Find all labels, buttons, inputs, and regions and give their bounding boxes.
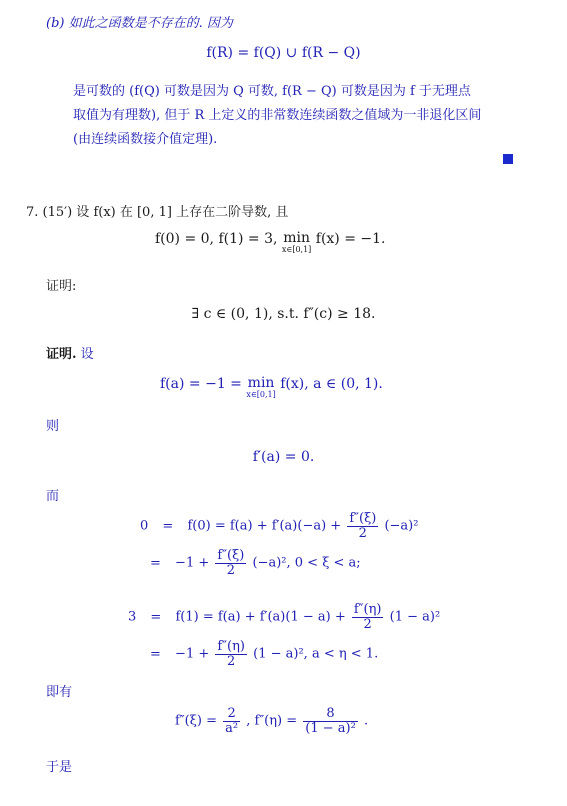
so-word: 于是 <box>46 760 73 775</box>
proof-label: 证明. <box>46 347 77 362</box>
eq3-a-fraction <box>223 707 240 735</box>
cond-left: f(0) = 0, f(1) = 3, <box>155 231 278 247</box>
cond-min <box>282 231 311 254</box>
proof-start <box>46 343 94 362</box>
t1-r1-tail: (−a)² <box>384 518 419 534</box>
t1-r1-text: f(0) = f(a) + f′(a)(−a) + <box>187 518 342 534</box>
t2-r1-tail: (1 − a)² <box>389 609 441 625</box>
part-b-line-3: (由连续函数接介值定理). <box>73 132 218 147</box>
eq3-a: f″(ξ) = <box>175 713 217 729</box>
eq3-a-num: 2 <box>223 707 240 722</box>
part-b-heading: (b) 如此之函数是不存在的. 因为 <box>46 16 233 31</box>
proof-set-word: 设 <box>80 347 94 362</box>
eq1-right: f(x), a ∈ (0, 1). <box>280 376 383 392</box>
taylor-1-row-1 <box>140 512 418 540</box>
t1-r2-den: 2 <box>226 562 236 578</box>
proof-eq-2: f′(a) = 0. <box>252 449 315 465</box>
t1-rel-2: = <box>150 555 161 571</box>
t1-r2-text: −1 + <box>175 555 210 571</box>
eq3-end: . <box>363 713 369 729</box>
prove-label: 证明: <box>46 279 77 294</box>
t2-r1-den: 2 <box>363 616 372 632</box>
claim: ∃ c ∈ (0, 1), s.t. f″(c) ≥ 18. <box>191 306 376 322</box>
t2-r1-num: f″(η) <box>353 602 382 617</box>
t1-r1-num: f″(ξ) <box>349 511 377 526</box>
problem-statement: 7. (15′) 设 f(x) 在 [0, 1] 上存在二阶导数, 且 <box>26 205 289 220</box>
hence-word: 即有 <box>46 685 73 700</box>
t2-rel-1: = <box>150 609 162 625</box>
eq3-b-num: 8 <box>303 707 358 722</box>
then-word: 则 <box>46 419 60 434</box>
taylor-1-row-2 <box>150 549 361 577</box>
t2-r2-text: −1 + <box>175 646 210 662</box>
eq3-b: , f″(η) = <box>246 713 298 729</box>
eq1-min <box>246 376 275 399</box>
t2-r2-tail: (1 − a)², a < η < 1. <box>253 646 379 662</box>
t2-lhs: 3 <box>128 609 137 625</box>
t1-r2-fraction <box>215 549 246 577</box>
eq3-b-fraction <box>303 707 358 735</box>
taylor-2-row-1 <box>128 603 440 631</box>
taylor-2-row-2 <box>150 640 378 668</box>
problem-conditions <box>155 231 386 254</box>
t1-r2-num: f″(ξ) <box>217 548 245 563</box>
eq3-b-den: (1 − a)² <box>305 720 356 736</box>
cond-min-sub: x∈[0,1] <box>281 245 312 254</box>
proof-eq-1 <box>160 376 383 399</box>
eq1-left: f(a) = −1 = <box>160 376 242 392</box>
t2-r2-fraction <box>215 640 247 668</box>
cond-min-op: min <box>283 230 310 246</box>
qed-square-icon <box>503 154 513 164</box>
t1-r1-den: 2 <box>358 525 367 541</box>
t1-r2-tail: (−a)², 0 < ξ < a; <box>252 555 361 571</box>
eq3-a-den: a² <box>225 720 239 736</box>
t1-lhs: 0 <box>140 518 149 534</box>
t2-r1-fraction <box>352 603 384 631</box>
cond-right: f(x) = −1. <box>315 231 386 247</box>
t2-r1-text: f(1) = f(a) + f′(a)(1 − a) + <box>175 609 346 625</box>
t1-r1-fraction <box>347 512 378 540</box>
and-word: 而 <box>46 489 60 504</box>
part-b-line-2: 取值为有理数), 但于 R 上定义的非常数连续函数之值域为一非退化区间 <box>73 108 482 123</box>
eq1-min-op: min <box>247 375 275 391</box>
proof-eq-3 <box>175 707 368 735</box>
t2-r2-den: 2 <box>227 653 236 669</box>
t2-r2-num: f″(η) <box>217 639 245 654</box>
part-b-line-1: 是可数的 (f(Q) 可数是因为 Q 可数, f(R − Q) 可数是因为 f 于无理点 <box>73 84 471 99</box>
eq1-min-sub: x∈[0,1] <box>246 390 276 399</box>
part-b-formula: f(R) = f(Q) ∪ f(R − Q) <box>206 45 361 61</box>
t1-rel-1: = <box>162 518 174 534</box>
t2-rel-2: = <box>150 646 161 662</box>
